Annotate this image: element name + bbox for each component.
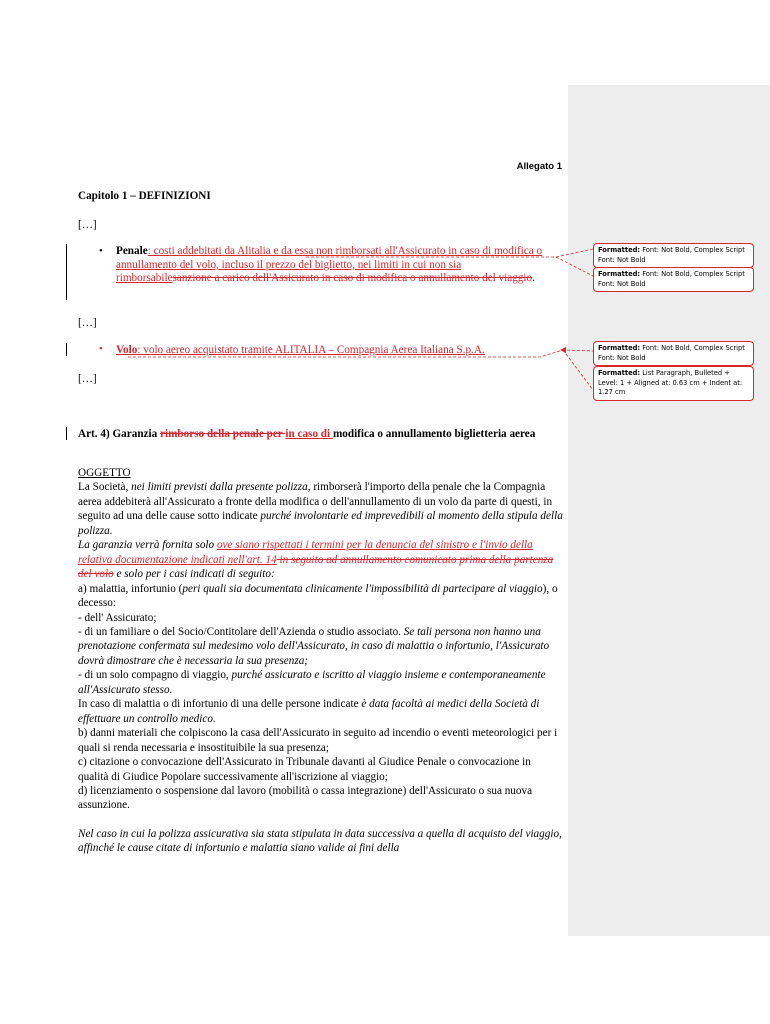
text-run: a) malattia, infortunio ( bbox=[78, 582, 183, 595]
list-item: - dell' Assicurato; bbox=[78, 611, 157, 624]
text-run: ), o decesso: bbox=[78, 582, 558, 610]
definition-end: . bbox=[532, 272, 535, 285]
comment-balloon[interactable] bbox=[593, 366, 754, 401]
chapter-title: Capitolo 1 – DEFINIZIONI bbox=[78, 190, 211, 202]
list-item: b) danni materiali che colpiscono la casa dell'Assicurato in seguito ad incendio o eventi meteorologici per i quali si renda necessaria e insostituibile la sua presenza; bbox=[78, 727, 558, 754]
deleted-text: sanzione a carico dell'Assicurato in caso di modifica o annullamento del viaggio bbox=[172, 272, 533, 285]
bullet-icon: • bbox=[99, 343, 103, 355]
connector-arrow-icon bbox=[560, 347, 566, 353]
inserted-text: in caso di bbox=[285, 428, 333, 440]
text-run: purché involontarie ed imprevedibili al momento della stipula della polizza. bbox=[78, 510, 563, 537]
article-heading-suffix: modifica o annullamento biglietteria aerea bbox=[332, 428, 536, 440]
bullet-icon: • bbox=[99, 245, 103, 257]
balloon-label: Formatted: bbox=[598, 246, 641, 254]
definition-term: Volo bbox=[116, 344, 138, 356]
inserted-text: ove siano rispettati i termini per la denuncia del sinistro e l'invio della relativa documentazione indicati nell'art. 14 bbox=[78, 539, 533, 566]
connector-line bbox=[306, 249, 593, 257]
balloon-label: Formatted: bbox=[598, 344, 641, 352]
attachment-label: Allegato 1 bbox=[516, 161, 562, 172]
text-run: e solo per i casi indicati di seguito: bbox=[113, 568, 275, 581]
connector-line bbox=[563, 350, 593, 390]
list-item: c) citazione o convocazione dell'Assicurato in Tribunale davanti al Giudice Penale o convocazione in qualità di Giudice Popolare successivamente all'iscrizione al viaggio; bbox=[78, 756, 531, 783]
connector-line bbox=[128, 350, 593, 357]
comment-balloon[interactable] bbox=[593, 267, 754, 292]
connector-line bbox=[556, 257, 593, 276]
list-item: d) licenziamento o sospensione dal lavoro (mobilità o cassa integrazione) dell'Assicurato o sua nuova assunzione. bbox=[78, 784, 533, 812]
ellipsis: […] bbox=[78, 317, 97, 329]
balloon-label: Formatted: bbox=[598, 270, 641, 278]
ellipsis: […] bbox=[78, 219, 97, 231]
balloon-text: Font: Not Bold, Complex Script Font: Not Bold bbox=[598, 246, 745, 264]
text-run: purché assicurato e iscritto al viaggio insieme e contemporaneamente all'Assicurato stesso. bbox=[78, 669, 546, 696]
text-run: La Società, bbox=[78, 481, 132, 494]
definition-term: Penale bbox=[116, 245, 148, 257]
text-run: è data facoltà ai medici della Società di effettuare un controllo medico. bbox=[78, 698, 540, 725]
inserted-text: : volo aereo acquistato tramite ALITALIA – Compagnia Aerea Italiana S.p.A. bbox=[137, 344, 485, 356]
text-run: In caso di malattia o di infortunio di una delle persone indicate bbox=[78, 698, 362, 711]
text-run: nei limiti previsti dalla presente polizza bbox=[131, 481, 308, 494]
paragraph: Nel caso in cui la polizza assicurativa sia stata stipulata in data successiva a quella di acquisto del viaggio, affinché le cause citate di infortunio e malattia siano valide ai fini della bbox=[78, 827, 562, 855]
deleted-text: rimborso della penale per bbox=[160, 428, 286, 440]
comment-balloon[interactable] bbox=[593, 243, 754, 268]
text-run: Se tali persona non hanno una prenotazione confermata sul medesimo volo dell'Assicurato, in caso di malattia o infortunio, l'Assicurato dovrà dimostrare che è necessaria la sua presenza; bbox=[78, 625, 550, 667]
balloon-text: List Paragraph, Bulleted + Level: 1 + Aligned at: 0.63 cm + Indent at: 1.27 cm bbox=[598, 369, 743, 397]
balloon-text: Font: Not Bold, Complex Script Font: Not Bold bbox=[598, 270, 745, 288]
comment-balloon[interactable] bbox=[593, 341, 754, 366]
ellipsis: […] bbox=[78, 373, 97, 385]
balloon-label: Formatted: bbox=[598, 369, 641, 377]
text-run: - di un solo compagno di viaggio, bbox=[78, 669, 232, 682]
text-run: La garanzia verrà fornita solo bbox=[78, 539, 217, 552]
text-run: , rimborserà l'importo della penale che la Compagnia aerea addebiterà all'Assicurato a fronte della modifica o dell'annullamento di un volo da parte di questi, in seguito ad una delle cause sotto indicate bbox=[78, 481, 553, 523]
balloon-text: Font: Not Bold, Complex Script Font: Not Bold bbox=[598, 344, 745, 362]
text-run: peri quali sia documentata clinicamente l'impossibilità di partecipare al viaggio bbox=[182, 582, 543, 595]
text-run: - di un familiare o del Socio/Contitolare dell'Azienda o studio associato. bbox=[78, 625, 404, 638]
definition-separator: : bbox=[147, 245, 154, 257]
section-title: OGGETTO bbox=[78, 467, 131, 479]
deleted-text: in seguito ad annullamento comunicato prima della partenza del volo bbox=[78, 553, 554, 581]
inserted-text: costi addebitati da Alitalia e da essa non rimborsati all'Assicurato in caso di modifica o annullamento del volo, incluso il prezzo del biglietto, nei limiti in cui non sia rimborsabile bbox=[116, 245, 543, 285]
article-heading-prefix: Art. 4) Garanzia bbox=[78, 428, 161, 440]
